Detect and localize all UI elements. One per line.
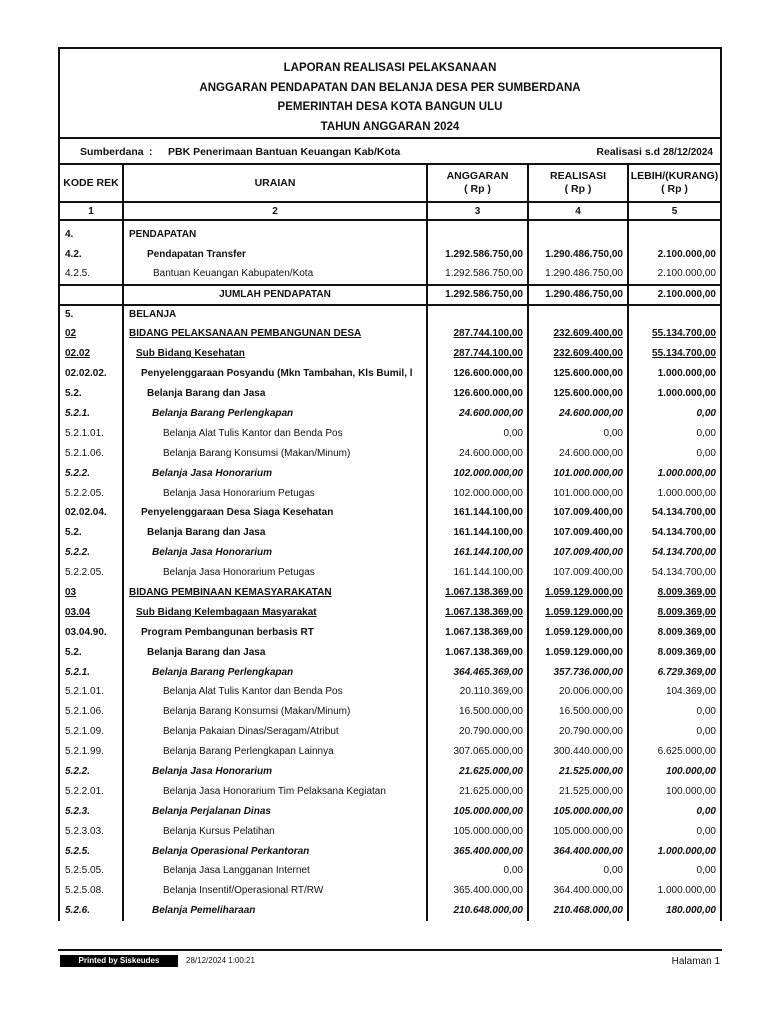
difference-amount-cell: 55.134.700,00 (652, 348, 716, 360)
account-code-cell: 5.2.1. (60, 663, 123, 683)
budget-amount-cell: 102.000.000,00 (427, 464, 528, 484)
description-cell: Program Pembangunan berbasis RT (123, 623, 427, 643)
table-row (60, 404, 720, 424)
description-cell: Belanja Pemeliharaan (123, 901, 427, 921)
description-cell: Belanja Jasa Honorarium (123, 762, 427, 782)
realization-amount-cell: 21.525.000,00 (528, 762, 628, 782)
realization-amount-cell: 1.059.129.000,00 (528, 603, 628, 623)
difference-amount-cell: 2.100.000,00 (628, 285, 720, 305)
account-code-cell (60, 285, 123, 305)
report-title-line-3: PEMERINTAH DESA KOTA BANGUN ULU (277, 101, 503, 113)
realization-amount-cell: 0,00 (528, 424, 628, 444)
account-code-cell: 03.04.90. (60, 623, 123, 643)
account-code-cell: 5.2. (60, 643, 123, 663)
description-cell: Belanja Jasa Honorarium Petugas (123, 484, 427, 504)
column-number-row (60, 202, 720, 220)
account-code-cell: 02.02.04. (60, 503, 123, 523)
difference-amount-cell: 8.009.369,00 (657, 586, 716, 598)
description-cell: Sub Bidang Kelembagaan Masyarakat (123, 603, 427, 623)
description-cell: Belanja Barang dan Jasa (123, 643, 427, 663)
account-code-cell: 5.2.1.09. (60, 722, 123, 742)
difference-amount-cell: 0,00 (696, 825, 716, 837)
account-code-cell: 5.2.2.01. (60, 782, 123, 802)
budget-amount-cell: 24.600.000,00 (427, 444, 528, 464)
account-code-cell: 5.2.3. (60, 802, 123, 822)
difference-amount-cell: 100.000,00 (665, 785, 716, 797)
description-cell: Belanja Alat Tulis Kantor dan Benda Pos (123, 682, 427, 702)
realization-amount-cell: 1.059.129.000,00 (528, 623, 628, 643)
account-code-cell: 5.2.3.03. (60, 822, 123, 842)
account-code-cell: 5.2.2. (60, 464, 123, 484)
table-row (60, 444, 720, 464)
realization-amount-cell: 24.600.000,00 (528, 444, 628, 464)
account-code-cell: 02 (60, 324, 123, 344)
realization-amount-cell: 21.525.000,00 (528, 782, 628, 802)
table-row (60, 623, 720, 643)
report-frame (58, 47, 722, 921)
column-number-5: 5 (628, 202, 720, 220)
realization-period-label: Realisasi s.d (596, 146, 661, 158)
account-code-cell: 5.2.1.01. (60, 424, 123, 444)
realization-amount-cell: 107.009.400,00 (528, 523, 628, 543)
column-header-description: URAIAN (123, 165, 427, 202)
account-code-cell: 5.2.2.05. (60, 563, 123, 583)
difference-amount-cell: 54.134.700,00 (652, 527, 716, 539)
difference-amount-cell: 2.100.000,00 (657, 268, 716, 280)
budget-amount-cell: 126.600.000,00 (427, 384, 528, 404)
budget-amount-cell: 210.648.000,00 (427, 901, 528, 921)
description-cell: Belanja Kursus Pelatihan (123, 822, 427, 842)
budget-amount-cell: 161.144.100,00 (427, 543, 528, 563)
difference-amount-cell: 104.369,00 (665, 686, 716, 698)
table-row (60, 583, 720, 603)
column-header-budget: ANGGARAN ( Rp ) (427, 165, 528, 202)
difference-amount-cell: 0,00 (696, 805, 716, 817)
account-code-cell: 03.04 (60, 603, 123, 623)
budget-amount-cell: 21.625.000,00 (427, 782, 528, 802)
account-code-cell: 5.2.1.01. (60, 682, 123, 702)
budget-amount-cell: 1.292.586.750,00 (427, 245, 528, 265)
table-row (60, 225, 720, 245)
budget-amount-cell: 102.000.000,00 (427, 484, 528, 504)
budget-amount-cell (427, 225, 528, 245)
account-code-cell: 5.2.2. (60, 543, 123, 563)
account-code-cell: 4. (60, 225, 123, 245)
difference-amount-cell: 8.009.369,00 (657, 606, 716, 618)
realization-amount-cell: 232.609.400,00 (528, 344, 628, 364)
page-number: Halaman 1 (671, 956, 720, 967)
description-cell: Belanja Barang dan Jasa (123, 523, 427, 543)
budget-realization-table (60, 165, 720, 921)
description-cell: Belanja Barang Perlengkapan Lainnya (123, 742, 427, 762)
account-code-cell: 5.2.1.06. (60, 444, 123, 464)
description-cell: JUMLAH PENDAPATAN (123, 285, 427, 305)
total-row (60, 285, 720, 305)
table-row (60, 782, 720, 802)
realization-amount-cell: 357.736.000,00 (528, 663, 628, 683)
realization-amount-cell: 0,00 (528, 862, 628, 882)
difference-amount-cell: 1.000.000,00 (657, 845, 716, 857)
budget-amount-cell: 0,00 (427, 424, 528, 444)
realization-amount-cell: 1.290.486.750,00 (528, 265, 628, 285)
realization-period (596, 146, 713, 158)
table-row (60, 742, 720, 762)
funding-source-value: PBK Penerimaan Bantuan Keuangan Kab/Kota (168, 146, 401, 158)
description-cell: Sub Bidang Kesehatan (123, 344, 427, 364)
report-title-block (60, 49, 720, 139)
difference-amount-cell: 54.134.700,00 (652, 567, 716, 579)
table-row (60, 484, 720, 504)
description-cell: Belanja Alat Tulis Kantor dan Benda Pos (123, 424, 427, 444)
budget-amount-cell: 287.744.100,00 (427, 344, 528, 364)
column-number-1: 1 (60, 202, 123, 220)
budget-amount-cell: 1.067.138.369,00 (427, 623, 528, 643)
difference-amount-cell: 6.625.000,00 (657, 746, 716, 758)
account-code-cell: 5.2.1. (60, 404, 123, 424)
description-cell: Bantuan Keuangan Kabupaten/Kota (123, 265, 427, 285)
table-row (60, 762, 720, 782)
table-body (60, 220, 720, 921)
budget-amount-cell: 161.144.100,00 (427, 523, 528, 543)
table-row (60, 901, 720, 921)
difference-amount-cell: 1.000.000,00 (657, 885, 716, 897)
description-cell: Belanja Pakaian Dinas/Seragam/Atribut (123, 722, 427, 742)
budget-amount-cell: 20.110.369,00 (427, 682, 528, 702)
realization-amount-cell: 364.400.000,00 (528, 881, 628, 901)
account-code-cell: 5.2.5.05. (60, 862, 123, 882)
table-row (60, 305, 720, 325)
budget-amount-cell: 364.465.369,00 (427, 663, 528, 683)
description-cell: BIDANG PEMBINAAN KEMASYARAKATAN (123, 583, 427, 603)
realization-amount-cell: 105.000.000,00 (528, 822, 628, 842)
difference-amount-cell: 100.000,00 (665, 765, 716, 777)
table-row (60, 842, 720, 862)
footer-divider (58, 949, 722, 951)
description-cell: Penyelenggaraan Desa Siaga Kesehatan (123, 503, 427, 523)
funding-source-colon: : (149, 146, 153, 158)
column-number-2: 2 (123, 202, 427, 220)
difference-amount-cell: 0,00 (696, 407, 716, 419)
column-header-code: KODE REK (60, 165, 123, 202)
description-cell: Penyelenggaraan Posyandu (Mkn Tambahan, Kls Bumil, l (123, 364, 427, 384)
realization-amount-cell (528, 305, 628, 325)
realization-amount-cell (528, 225, 628, 245)
realization-amount-cell: 101.000.000,00 (528, 484, 628, 504)
realization-amount-cell: 300.440.000,00 (528, 742, 628, 762)
realization-amount-cell: 101.000.000,00 (528, 464, 628, 484)
description-cell: Belanja Perjalanan Dinas (123, 802, 427, 822)
funding-source-label: Sumberdana (80, 146, 144, 158)
budget-amount-cell: 365.400.000,00 (427, 842, 528, 862)
table-row (60, 464, 720, 484)
account-code-cell: 5.2.2. (60, 762, 123, 782)
funding-source-row (60, 139, 720, 165)
table-row (60, 663, 720, 683)
table-header-row (60, 165, 720, 202)
realization-amount-cell: 24.600.000,00 (528, 404, 628, 424)
description-cell: Belanja Barang dan Jasa (123, 384, 427, 404)
description-cell: BELANJA (123, 305, 427, 325)
description-cell: Belanja Jasa Honorarium Petugas (123, 563, 427, 583)
description-cell: Belanja Operasional Perkantoran (123, 842, 427, 862)
budget-amount-cell: 1.067.138.369,00 (427, 603, 528, 623)
realization-amount-cell: 16.500.000,00 (528, 702, 628, 722)
budget-amount-cell: 1.067.138.369,00 (427, 583, 528, 603)
difference-amount-cell: 180.000,00 (665, 905, 716, 917)
difference-amount-cell: 8.009.369,00 (657, 646, 716, 658)
budget-amount-cell: 161.144.100,00 (427, 563, 528, 583)
table-row (60, 722, 720, 742)
difference-amount-cell (628, 225, 720, 245)
realization-amount-cell: 107.009.400,00 (528, 543, 628, 563)
table-row (60, 603, 720, 623)
table-row (60, 822, 720, 842)
description-cell: Belanja Barang Perlengkapan (123, 663, 427, 683)
realization-amount-cell: 1.290.486.750,00 (528, 245, 628, 265)
table-row (60, 245, 720, 265)
realization-amount-cell: 125.600.000,00 (528, 364, 628, 384)
description-cell: Pendapatan Transfer (123, 245, 427, 265)
table-row (60, 702, 720, 722)
realization-amount-cell: 210.468.000,00 (528, 901, 628, 921)
account-code-cell: 5.2.6. (60, 901, 123, 921)
description-cell: Belanja Jasa Honorarium (123, 543, 427, 563)
table-row (60, 802, 720, 822)
table-row (60, 563, 720, 583)
report-title-line-4: TAHUN ANGGARAN 2024 (320, 120, 460, 133)
budget-amount-cell: 16.500.000,00 (427, 702, 528, 722)
difference-amount-cell: 0,00 (696, 706, 716, 718)
description-cell: Belanja Barang Konsumsi (Makan/Minum) (123, 444, 427, 464)
account-code-cell: 5.2. (60, 384, 123, 404)
column-number-4: 4 (528, 202, 628, 220)
account-code-cell: 4.2.5. (60, 265, 123, 285)
account-code-cell: 5.2.5.08. (60, 881, 123, 901)
table-row (60, 881, 720, 901)
account-code-cell: 5. (60, 305, 123, 325)
realization-period-date: 28/12/2024 (662, 147, 713, 158)
budget-amount-cell: 20.790.000,00 (427, 722, 528, 742)
budget-amount-cell: 105.000.000,00 (427, 822, 528, 842)
difference-amount-cell (628, 305, 720, 325)
budget-amount-cell (427, 305, 528, 325)
description-cell: BIDANG PELAKSANAAN PEMBANGUNAN DESA (123, 324, 427, 344)
difference-amount-cell: 55.134.700,00 (652, 328, 716, 340)
budget-amount-cell: 161.144.100,00 (427, 503, 528, 523)
report-title-line-1: LAPORAN REALISASI PELAKSANAAN (283, 62, 497, 74)
description-cell: Belanja Barang Konsumsi (Makan/Minum) (123, 702, 427, 722)
difference-amount-cell: 2.100.000,00 (657, 248, 716, 260)
table-row (60, 643, 720, 663)
budget-amount-cell: 24.600.000,00 (427, 404, 528, 424)
realization-amount-cell: 107.009.400,00 (528, 503, 628, 523)
column-header-difference: LEBIH/(KURANG) ( Rp ) (628, 165, 720, 202)
budget-amount-cell: 1.292.586.750,00 (427, 285, 528, 305)
table-row (60, 543, 720, 563)
table-row (60, 523, 720, 543)
realization-amount-cell: 107.009.400,00 (528, 563, 628, 583)
difference-amount-cell: 8.009.369,00 (657, 626, 716, 638)
difference-amount-cell: 1.000.000,00 (657, 368, 716, 380)
realization-amount-cell: 364.400.000,00 (528, 842, 628, 862)
realization-amount-cell: 1.290.486.750,00 (528, 285, 628, 305)
realization-amount-cell: 20.006.000,00 (528, 682, 628, 702)
column-header-realization: REALISASI ( Rp ) (528, 165, 628, 202)
description-cell: PENDAPATAN (123, 225, 427, 245)
description-cell: Belanja Insentif/Operasional RT/RW (123, 881, 427, 901)
table-row (60, 682, 720, 702)
budget-amount-cell: 105.000.000,00 (427, 802, 528, 822)
table-row (60, 503, 720, 523)
difference-amount-cell: 0,00 (696, 865, 716, 877)
description-cell: Belanja Jasa Langganan Internet (123, 862, 427, 882)
account-code-cell: 02.02.02. (60, 364, 123, 384)
budget-amount-cell: 0,00 (427, 862, 528, 882)
budget-amount-cell: 126.600.000,00 (427, 364, 528, 384)
budget-amount-cell: 21.625.000,00 (427, 762, 528, 782)
difference-amount-cell: 1.000.000,00 (657, 467, 716, 479)
difference-amount-cell: 6.729.369,00 (657, 666, 716, 678)
table-row (60, 364, 720, 384)
column-number-3: 3 (427, 202, 528, 220)
printed-timestamp: 28/12/2024 1:00:21 (186, 956, 255, 965)
table-row (60, 424, 720, 444)
difference-amount-cell: 0,00 (696, 427, 716, 439)
table-row (60, 344, 720, 364)
account-code-cell: 5.2.2.05. (60, 484, 123, 504)
difference-amount-cell: 0,00 (696, 447, 716, 459)
table-row (60, 862, 720, 882)
budget-amount-cell: 307.065.000,00 (427, 742, 528, 762)
report-title-line-2: ANGGARAN PENDAPATAN DAN BELANJA DESA PER SUMBERDANA (199, 81, 581, 94)
difference-amount-cell: 54.134.700,00 (652, 547, 716, 559)
budget-amount-cell: 1.067.138.369,00 (427, 643, 528, 663)
budget-amount-cell: 287.744.100,00 (427, 324, 528, 344)
description-cell: Belanja Jasa Honorarium (123, 464, 427, 484)
budget-amount-cell: 365.400.000,00 (427, 881, 528, 901)
difference-amount-cell: 54.134.700,00 (652, 507, 716, 519)
account-code-cell: 5.2.1.06. (60, 702, 123, 722)
realization-amount-cell: 1.059.129.000,00 (528, 583, 628, 603)
difference-amount-cell: 0,00 (696, 726, 716, 738)
realization-amount-cell: 20.790.000,00 (528, 722, 628, 742)
difference-amount-cell: 1.000.000,00 (657, 487, 716, 499)
account-code-cell: 5.2.5. (60, 842, 123, 862)
realization-amount-cell: 232.609.400,00 (528, 324, 628, 344)
account-code-cell: 03 (60, 583, 123, 603)
realization-amount-cell: 105.000.000,00 (528, 802, 628, 822)
budget-amount-cell: 1.292.586.750,00 (427, 265, 528, 285)
account-code-cell: 4.2. (60, 245, 123, 265)
difference-amount-cell: 1.000.000,00 (657, 388, 716, 400)
printed-by-badge: Printed by Siskeudes (60, 955, 178, 967)
realization-amount-cell: 125.600.000,00 (528, 384, 628, 404)
account-code-cell: 5.2. (60, 523, 123, 543)
description-cell: Belanja Jasa Honorarium Tim Pelaksana Kegiatan (123, 782, 427, 802)
realization-amount-cell: 1.059.129.000,00 (528, 643, 628, 663)
description-cell: Belanja Barang Perlengkapan (123, 404, 427, 424)
account-code-cell: 02.02 (60, 344, 123, 364)
table-row (60, 384, 720, 404)
table-row (60, 324, 720, 344)
account-code-cell: 5.2.1.99. (60, 742, 123, 762)
table-row (60, 265, 720, 285)
